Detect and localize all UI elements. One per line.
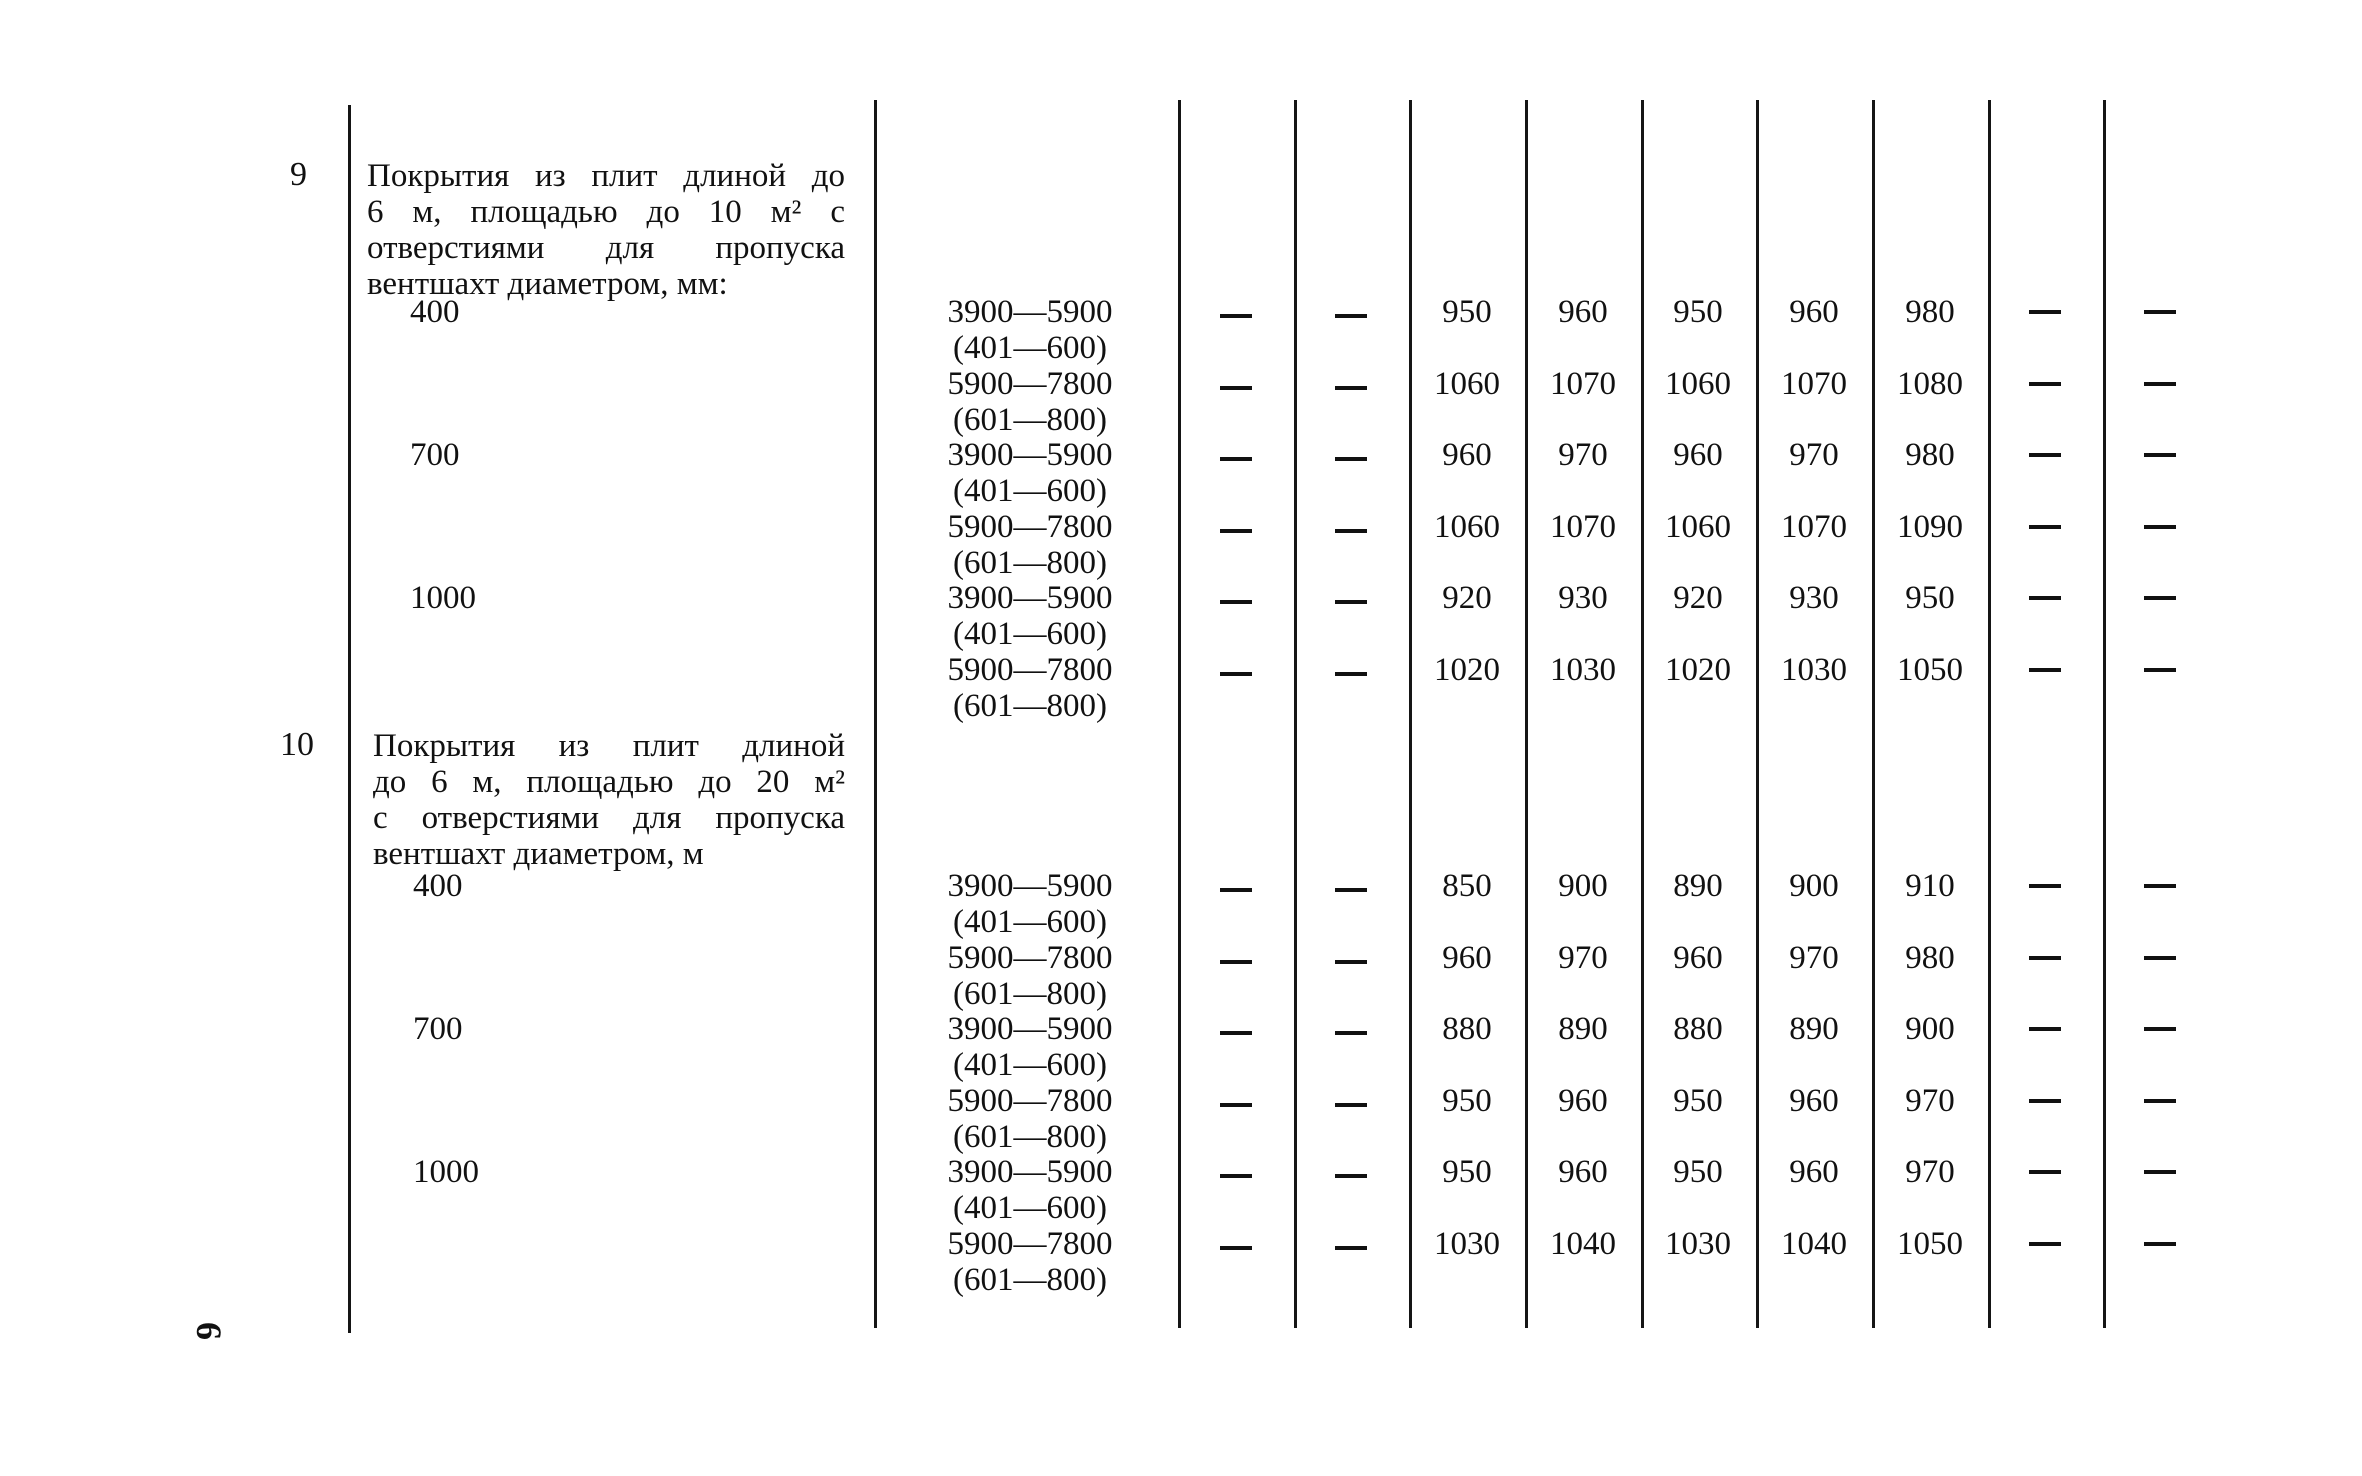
empty-dash xyxy=(2029,884,2061,888)
table-cell: 1070 xyxy=(1550,365,1616,402)
column-rule xyxy=(1178,100,1181,1328)
table-cell: 970 xyxy=(1905,1082,1955,1119)
empty-dash xyxy=(2144,668,2176,672)
empty-dash xyxy=(1220,960,1252,964)
height-range-sub: (401—600) xyxy=(953,473,1107,509)
table-cell: 960 xyxy=(1673,437,1723,473)
table-cell: 950 xyxy=(1442,1082,1492,1119)
table-cell: 980 xyxy=(1905,437,1955,473)
description-line: Покрытия из плит длиной xyxy=(373,728,845,764)
empty-dash xyxy=(1335,1174,1367,1178)
table-cell: 960 xyxy=(1558,1154,1608,1190)
table-cell: 910 xyxy=(1905,868,1955,904)
table-cell: 1070 xyxy=(1781,508,1847,545)
empty-dash xyxy=(1335,386,1367,390)
height-range: 5900—7800 xyxy=(947,651,1113,688)
table-cell: 930 xyxy=(1558,580,1608,616)
table-cell: 950 xyxy=(1673,1154,1723,1190)
description-line: вентшахт диаметром, мм: xyxy=(367,266,728,302)
section-description xyxy=(373,728,845,872)
table-cell: 970 xyxy=(1789,437,1839,473)
table-cell: 1050 xyxy=(1897,651,1963,688)
table-cell: 850 xyxy=(1442,868,1492,904)
section-number: 10 xyxy=(280,726,314,763)
empty-dash xyxy=(2144,1170,2176,1174)
table-cell: 1060 xyxy=(1665,508,1731,545)
empty-dash xyxy=(2144,310,2176,314)
table-cell: 1050 xyxy=(1897,1225,1963,1262)
empty-dash xyxy=(1335,600,1367,604)
empty-dash xyxy=(1220,457,1252,461)
empty-dash xyxy=(1335,672,1367,676)
height-range: 5900—7800 xyxy=(947,1225,1113,1262)
height-range: 5900—7800 xyxy=(947,1082,1113,1119)
empty-dash xyxy=(1220,314,1252,318)
table-cell: 970 xyxy=(1789,939,1839,976)
column-rule xyxy=(1409,100,1412,1328)
empty-dash xyxy=(2144,525,2176,529)
description-line: Покрытия из плит длиной до xyxy=(367,158,845,194)
table-cell: 970 xyxy=(1905,1154,1955,1190)
empty-dash xyxy=(1220,888,1252,892)
table-cell: 1060 xyxy=(1434,365,1500,402)
table-cell: 970 xyxy=(1558,939,1608,976)
height-range-sub: (401—600) xyxy=(953,330,1107,366)
table-cell: 1060 xyxy=(1665,365,1731,402)
height-range-sub: (601—800) xyxy=(953,1261,1107,1298)
column-rule xyxy=(1641,100,1644,1328)
table-cell: 960 xyxy=(1789,1082,1839,1119)
diameter-label: 700 xyxy=(410,437,460,473)
empty-dash xyxy=(2029,453,2061,457)
column-rule xyxy=(1872,100,1875,1328)
diameter-label: 400 xyxy=(413,868,463,904)
height-range: 5900—7800 xyxy=(947,365,1113,402)
table-cell: 960 xyxy=(1789,294,1839,330)
column-rule xyxy=(1525,100,1528,1328)
table-cell: 930 xyxy=(1789,580,1839,616)
diameter-label: 700 xyxy=(413,1011,463,1047)
table-cell: 1070 xyxy=(1781,365,1847,402)
empty-dash xyxy=(2144,1027,2176,1031)
height-range-sub: (601—800) xyxy=(953,1118,1107,1155)
empty-dash xyxy=(2144,1099,2176,1103)
table-cell: 920 xyxy=(1673,580,1723,616)
table-cell: 1030 xyxy=(1434,1225,1500,1262)
empty-dash xyxy=(1220,1103,1252,1107)
table-cell: 920 xyxy=(1442,580,1492,616)
height-range: 3900—5900 xyxy=(947,294,1113,330)
table-cell: 960 xyxy=(1673,939,1723,976)
table-cell: 1090 xyxy=(1897,508,1963,545)
empty-dash xyxy=(1335,1031,1367,1035)
table-cell: 950 xyxy=(1442,294,1492,330)
height-range-sub: (601—800) xyxy=(953,544,1107,581)
height-range-sub: (601—800) xyxy=(953,401,1107,438)
column-rule xyxy=(348,105,351,1333)
empty-dash xyxy=(1220,1246,1252,1250)
table-cell: 900 xyxy=(1789,868,1839,904)
table-cell: 950 xyxy=(1673,1082,1723,1119)
empty-dash xyxy=(2144,453,2176,457)
empty-dash xyxy=(2144,956,2176,960)
height-range: 3900—5900 xyxy=(947,868,1113,904)
height-range-sub: (601—800) xyxy=(953,975,1107,1012)
empty-dash xyxy=(2029,525,2061,529)
empty-dash xyxy=(1335,888,1367,892)
empty-dash xyxy=(1335,960,1367,964)
table-cell: 980 xyxy=(1905,294,1955,330)
table-cell: 1030 xyxy=(1665,1225,1731,1262)
empty-dash xyxy=(1335,1246,1367,1250)
empty-dash xyxy=(1220,1174,1252,1178)
empty-dash xyxy=(2029,310,2061,314)
empty-dash xyxy=(2029,382,2061,386)
table-cell: 1060 xyxy=(1434,508,1500,545)
table-cell: 1080 xyxy=(1897,365,1963,402)
table-cell: 1020 xyxy=(1665,651,1731,688)
table-cell: 880 xyxy=(1673,1011,1723,1047)
height-range: 5900—7800 xyxy=(947,939,1113,976)
height-range-sub: (401—600) xyxy=(953,904,1107,940)
diameter-label: 1000 xyxy=(410,580,476,616)
table-cell: 1040 xyxy=(1781,1225,1847,1262)
table-cell: 970 xyxy=(1558,437,1608,473)
empty-dash xyxy=(2144,596,2176,600)
table-cell: 950 xyxy=(1442,1154,1492,1190)
table-cell: 1030 xyxy=(1781,651,1847,688)
empty-dash xyxy=(2029,1242,2061,1246)
table-cell: 890 xyxy=(1673,868,1723,904)
empty-dash xyxy=(2029,956,2061,960)
empty-dash xyxy=(1220,529,1252,533)
empty-dash xyxy=(2029,1099,2061,1103)
table-cell: 980 xyxy=(1905,939,1955,976)
table-cell: 1030 xyxy=(1550,651,1616,688)
section-number: 9 xyxy=(290,156,307,193)
empty-dash xyxy=(1220,1031,1252,1035)
table-cell: 960 xyxy=(1558,1082,1608,1119)
height-range-sub: (601—800) xyxy=(953,687,1107,724)
empty-dash xyxy=(2029,668,2061,672)
empty-dash xyxy=(1220,386,1252,390)
table-cell: 890 xyxy=(1789,1011,1839,1047)
column-rule xyxy=(1294,100,1297,1328)
column-rule xyxy=(1988,100,1991,1328)
height-range: 3900—5900 xyxy=(947,1011,1113,1047)
height-range: 3900—5900 xyxy=(947,580,1113,616)
table-cell: 1020 xyxy=(1434,651,1500,688)
table-cell: 960 xyxy=(1442,939,1492,976)
description-line: вентшахт диаметром, м xyxy=(373,836,704,872)
empty-dash xyxy=(2144,884,2176,888)
section-description xyxy=(367,158,845,302)
empty-dash xyxy=(2144,1242,2176,1246)
height-range-sub: (401—600) xyxy=(953,616,1107,652)
diameter-label: 400 xyxy=(410,294,460,330)
table-cell: 960 xyxy=(1789,1154,1839,1190)
description-line: отверстиями для пропуска xyxy=(367,230,845,266)
column-rule xyxy=(874,100,877,1328)
empty-dash xyxy=(2029,1170,2061,1174)
empty-dash xyxy=(2029,596,2061,600)
column-rule xyxy=(1756,100,1759,1328)
table-cell: 900 xyxy=(1905,1011,1955,1047)
empty-dash xyxy=(1335,529,1367,533)
description-line: до 6 м, площадью до 20 м² xyxy=(373,764,845,800)
description-line: 6 м, площадью до 10 м² с xyxy=(367,194,845,230)
height-range: 5900—7800 xyxy=(947,508,1113,545)
empty-dash xyxy=(2029,1027,2061,1031)
table-cell: 960 xyxy=(1558,294,1608,330)
empty-dash xyxy=(1220,672,1252,676)
table-cell: 950 xyxy=(1673,294,1723,330)
table-cell: 900 xyxy=(1558,868,1608,904)
table-cell: 1070 xyxy=(1550,508,1616,545)
empty-dash xyxy=(1220,600,1252,604)
table-cell: 880 xyxy=(1442,1011,1492,1047)
height-range-sub: (401—600) xyxy=(953,1190,1107,1226)
empty-dash xyxy=(1335,1103,1367,1107)
column-rule xyxy=(2103,100,2106,1328)
height-range-sub: (401—600) xyxy=(953,1047,1107,1083)
table-cell: 1040 xyxy=(1550,1225,1616,1262)
table-cell: 890 xyxy=(1558,1011,1608,1047)
height-range: 3900—5900 xyxy=(947,437,1113,473)
empty-dash xyxy=(1335,314,1367,318)
description-line: с отверстиями для пропуска xyxy=(373,800,845,836)
empty-dash xyxy=(2144,382,2176,386)
height-range: 3900—5900 xyxy=(947,1154,1113,1190)
diameter-label: 1000 xyxy=(413,1154,479,1190)
table-cell: 960 xyxy=(1442,437,1492,473)
table-cell: 950 xyxy=(1905,580,1955,616)
page-number: 6 xyxy=(189,1322,229,1340)
empty-dash xyxy=(1335,457,1367,461)
